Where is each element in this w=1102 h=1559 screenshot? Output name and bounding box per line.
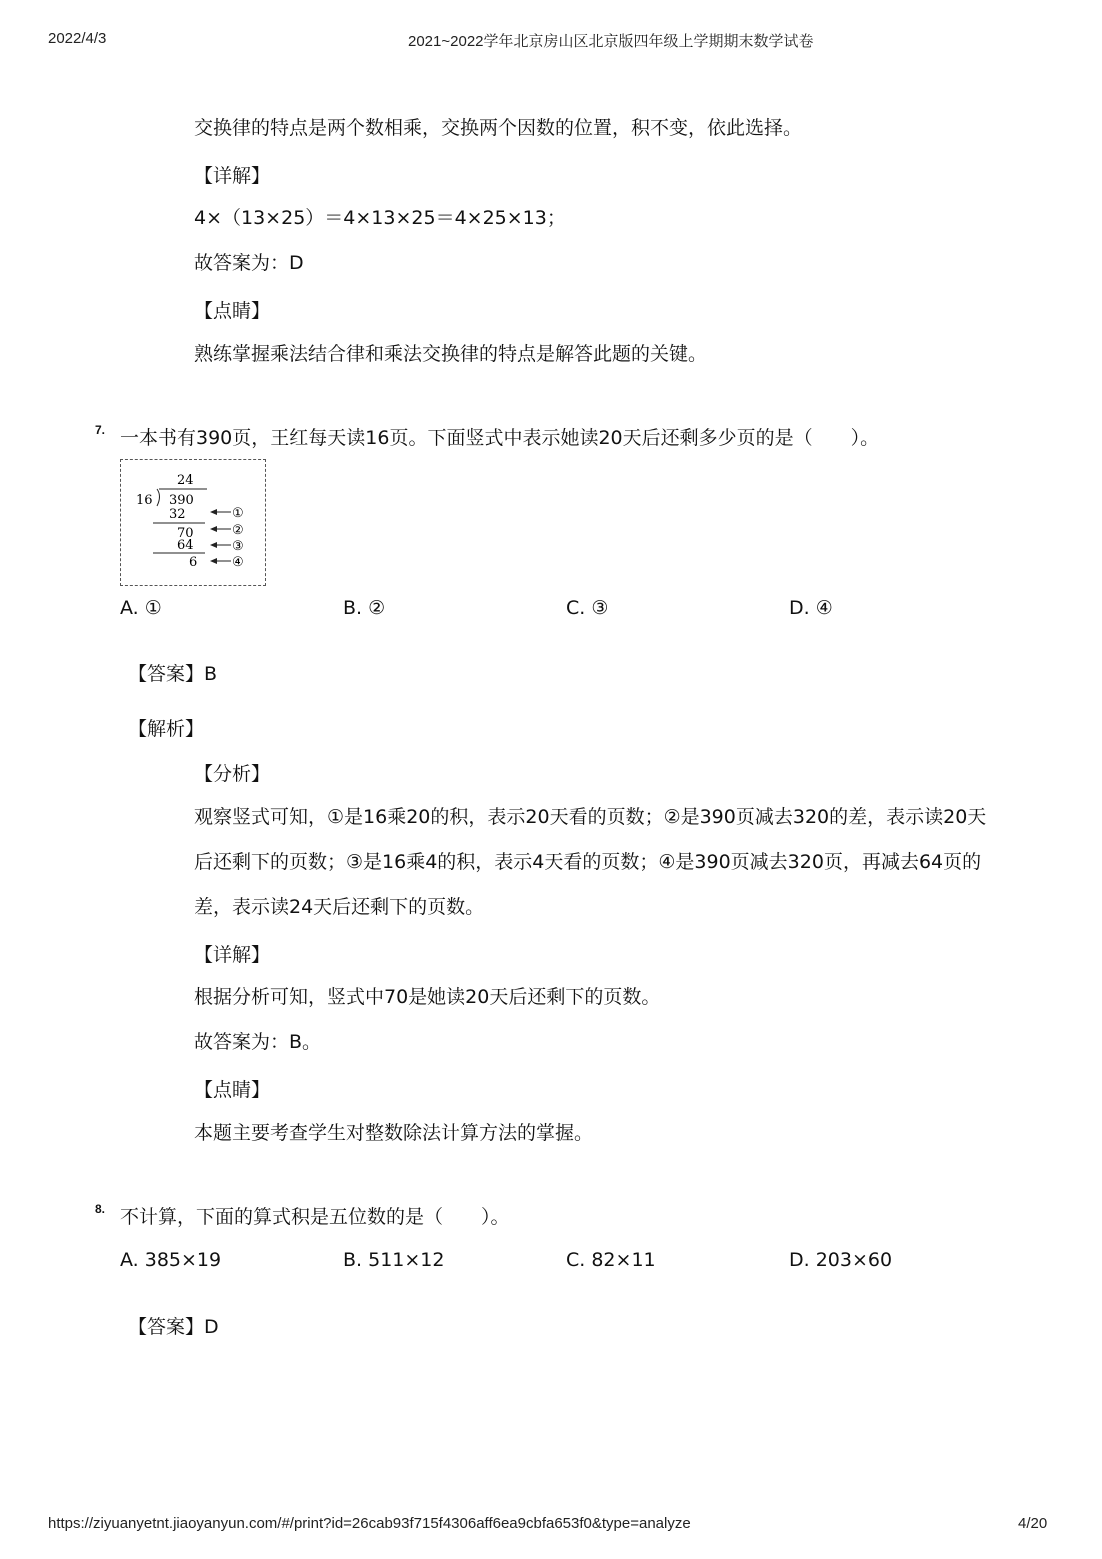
figure-mark-1: ① <box>232 506 244 521</box>
prev-dianjing-label: 【点睛】 <box>194 300 271 322</box>
q8-stem: 不计算，下面的算式积是五位数的是（ ）。 <box>120 1206 510 1228</box>
prev-calc: 4×（13×25）＝4×13×25＝4×25×13； <box>194 207 566 229</box>
figure-mark-4: ④ <box>232 555 244 570</box>
q7-choice-a: A. ① <box>120 597 162 619</box>
figure-mark-2: ② <box>232 523 244 538</box>
q8-choice-c: C. 82×11 <box>566 1249 656 1271</box>
q8-choice-d: D. 203×60 <box>789 1249 893 1271</box>
page-number: 4/20 <box>1018 1515 1048 1532</box>
q7-stem: 一本书有390页，王红每天读16页。下面竖式中表示她读20天后还剩多少页的是（ ）。 <box>120 427 880 449</box>
q7-answer-label: 【答案】 <box>128 663 205 685</box>
figure-divisor: 16 <box>136 493 153 508</box>
q7-long-division-figure <box>120 459 266 586</box>
print-date: 2022/4/3 <box>48 30 107 47</box>
prev-analysis-line: 交换律的特点是两个数相乘，交换两个因数的位置，积不变，依此选择。 <box>194 117 803 139</box>
page-title: 2021~2022学年北京房山区北京版四年级上学期期末数学试卷 <box>408 33 814 50</box>
figure-quotient: 24 <box>177 473 194 488</box>
footer-url: https://ziyuanyetnt.jiaoyanyun.com/#/print?id=26cab93f715f4306aff6ea9cbfa653f0&type=analyze <box>48 1515 691 1532</box>
prev-dianjing-text: 熟练掌握乘法结合律和乘法交换律的特点是解答此题的关键。 <box>194 343 708 365</box>
figure-step-1: 32 <box>169 507 186 522</box>
q8-answer-label: 【答案】 <box>128 1316 205 1338</box>
figure-dividend: 390 <box>169 493 194 508</box>
q8-choice-a: A. 385×19 <box>120 1249 222 1271</box>
q7-fenxi-line-3: 差，表示读24天后还剩下的页数。 <box>194 896 485 918</box>
figure-step-4: 6 <box>189 555 198 570</box>
q7-answer <box>128 659 217 686</box>
q7-answer-line: 故答案为：B。 <box>194 1031 322 1053</box>
q7-fenxi-line-1: 观察竖式可知，①是16乘20的积，表示20天看的页数；②是390页减去320的差，表示读20天 <box>194 806 987 828</box>
q8-choice-b: B. 511×12 <box>343 1249 445 1271</box>
q7-dianjing-text: 本题主要考查学生对整数除法计算方法的掌握。 <box>194 1122 594 1144</box>
q7-xiangjie-label: 【详解】 <box>194 944 271 966</box>
figure-step-3: 64 <box>177 538 194 553</box>
q7-choice-d: D. ④ <box>789 597 833 619</box>
q7-fenxi-label: 【分析】 <box>194 763 271 785</box>
figure-step-2: 70 <box>177 526 194 541</box>
prev-xiangjie-label: 【详解】 <box>194 165 271 187</box>
q7-xiangjie-text: 根据分析可知，竖式中70是她读20天后还剩下的页数。 <box>194 986 661 1008</box>
q8-answer <box>128 1312 219 1339</box>
prev-answer-line: 故答案为：D <box>194 252 304 274</box>
q8-answer-value: D <box>204 1316 219 1338</box>
q7-fenxi-line-2: 后还剩下的页数；③是16乘4的积，表示4天看的页数；④是390页减去320页，再减去64页的 <box>194 851 982 873</box>
q7-answer-value: B <box>204 663 218 685</box>
q7-choice-b: B. ② <box>343 597 386 619</box>
figure-mark-3: ③ <box>232 539 244 554</box>
q7-dianjing-label: 【点睛】 <box>194 1079 271 1101</box>
q7-choice-c: C. ③ <box>566 597 609 619</box>
q8-number: 8. <box>95 1202 106 1216</box>
q7-number: 7. <box>95 423 106 437</box>
q7-jiexi-label: 【解析】 <box>128 718 205 740</box>
